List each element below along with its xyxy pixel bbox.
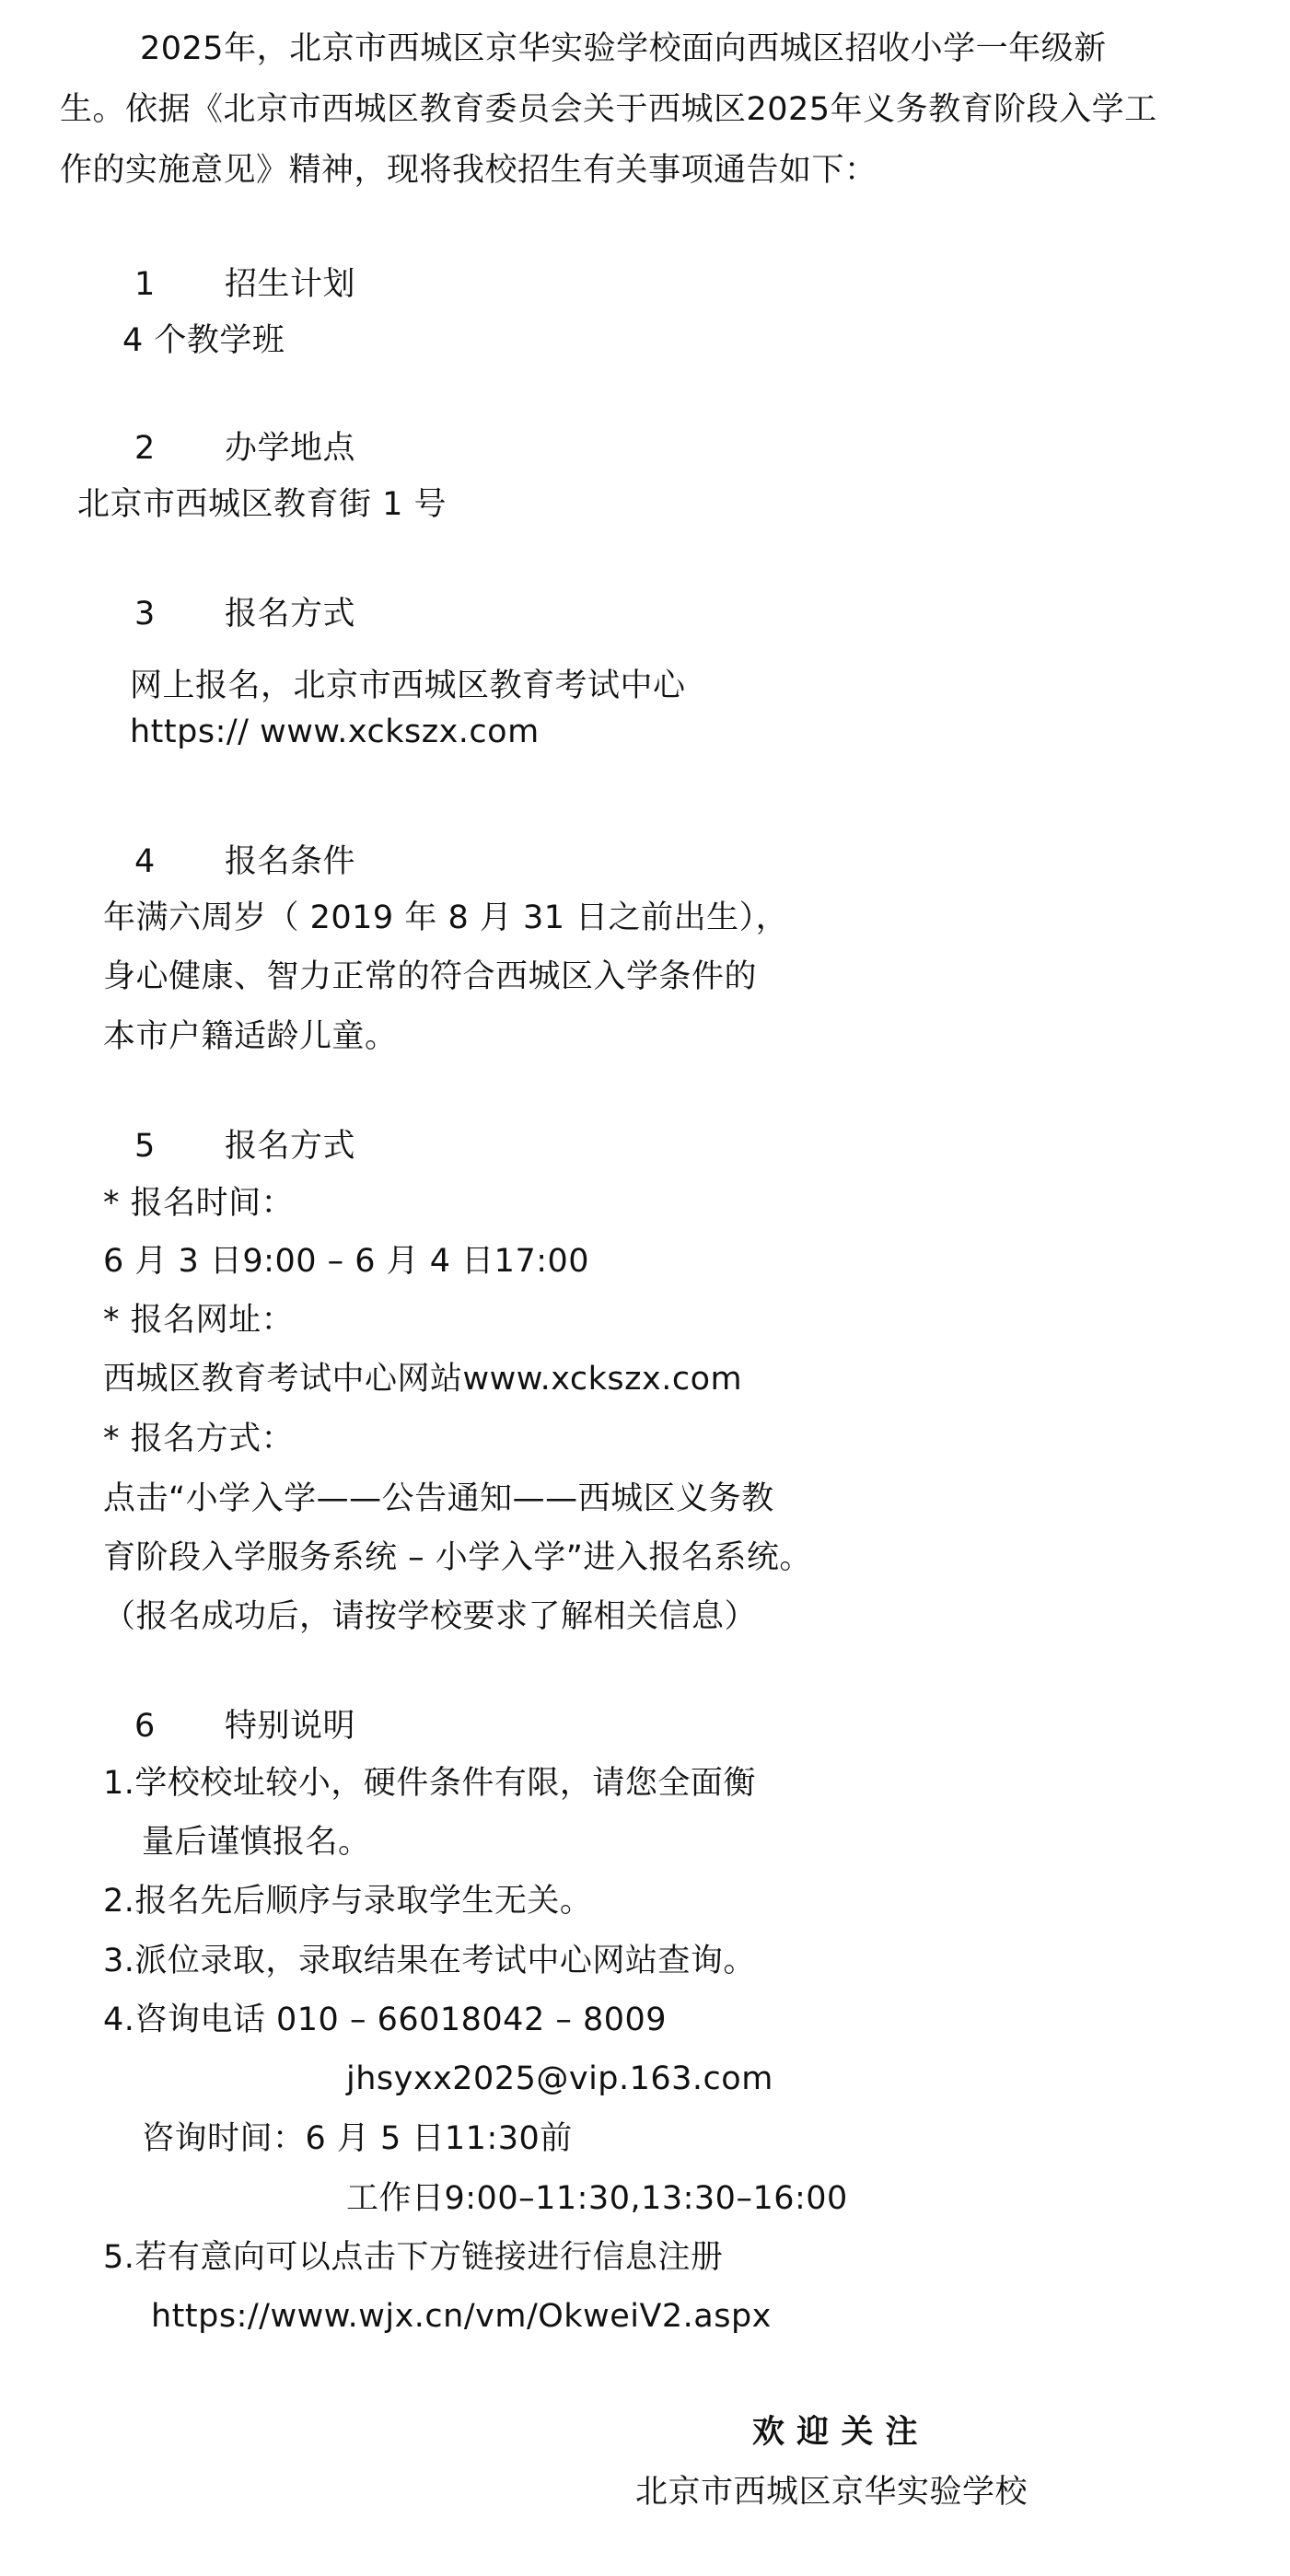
signup-site-value: 西城区教育考试中心网站www.xckszx.com: [103, 1361, 743, 1398]
signup-note: （报名成功后，请按学校要求了解相关信息）: [103, 1598, 758, 1635]
section-2-title: 办学地点: [225, 430, 356, 467]
footer-welcome: 欢 迎 关 注: [752, 2414, 919, 2451]
intro-line-3: 作的实施意见》精神，现将我校招生有关事项通告如下：: [60, 152, 877, 189]
footer-school-name: 北京市西城区京华实验学校: [635, 2474, 1029, 2511]
section-3-line-1: 网上报名，北京市西城区教育考试中心: [130, 667, 686, 704]
section-6-number: 6: [134, 1708, 156, 1745]
section-4-line-2: 身心健康、智力正常的符合西城区入学条件的: [103, 958, 758, 995]
note-item-1-line-2: 量后谨慎报名。: [142, 1824, 371, 1861]
section-1-title: 招生计划: [225, 266, 356, 303]
section-4-line-3: 本市户籍适龄儿童。: [103, 1018, 398, 1055]
section-2-number: 2: [134, 430, 156, 467]
section-4-number: 4: [134, 843, 156, 880]
section-2-text: 北京市西城区教育街 1 号: [77, 486, 447, 523]
section-5-title: 报名方式: [225, 1128, 356, 1165]
intro-line-2: 生。依据《北京市西城区教育委员会关于西城区2025年义务教育阶段入学工: [60, 91, 1157, 128]
note-item-1-line-1: 1.学校校址较小，硬件条件有限，请您全面衡: [103, 1765, 756, 1802]
signup-time-label: * 报名时间：: [103, 1185, 295, 1222]
section-3-url: https:// www.xckszx.com: [130, 714, 540, 750]
consult-email: jhsyxx2025@vip.163.com: [346, 2060, 773, 2097]
section-5-number: 5: [134, 1128, 156, 1165]
signup-method-label: * 报名方式：: [103, 1421, 295, 1457]
consult-phone: 4.咨询电话 010 – 66018042 – 8009: [103, 2002, 668, 2038]
consult-workday-hours: 工作日9:00–11:30,13:30–16:00: [346, 2180, 848, 2217]
note-item-2: 2.报名先后顺序与录取学生无关。: [103, 1883, 593, 1920]
section-4-title: 报名条件: [225, 843, 356, 880]
note-item-5: 5.若有意向可以点击下方链接进行信息注册: [103, 2239, 724, 2276]
section-1-number: 1: [134, 266, 156, 303]
registration-link[interactable]: https://www.wjx.cn/vm/OkweiV2.aspx: [151, 2298, 772, 2335]
section-3-number: 3: [134, 596, 156, 632]
section-3-title: 报名方式: [225, 596, 356, 632]
signup-method-line-2: 育阶段入学服务系统 – 小学入学”进入报名系统。: [103, 1539, 812, 1576]
signup-method-line-1: 点击“小学入学——公告通知——西城区义务教: [103, 1480, 774, 1517]
signup-site-label: * 报名网址：: [103, 1302, 295, 1339]
consult-time: 咨询时间：6 月 5 日11:30前: [142, 2120, 573, 2157]
intro-line-1: 2025年，北京市西城区京华实验学校面向西城区招收小学一年级新: [140, 30, 1107, 67]
section-4-line-1: 年满六周岁（ 2019 年 8 月 31 日之前出生），: [103, 899, 789, 936]
signup-time-value: 6 月 3 日9:00 – 6 月 4 日17:00: [103, 1243, 590, 1280]
section-1-text: 4 个教学班: [122, 322, 285, 359]
note-item-3: 3.派位录取，录取结果在考试中心网站查询。: [103, 1943, 756, 1979]
section-6-title: 特别说明: [225, 1708, 356, 1745]
